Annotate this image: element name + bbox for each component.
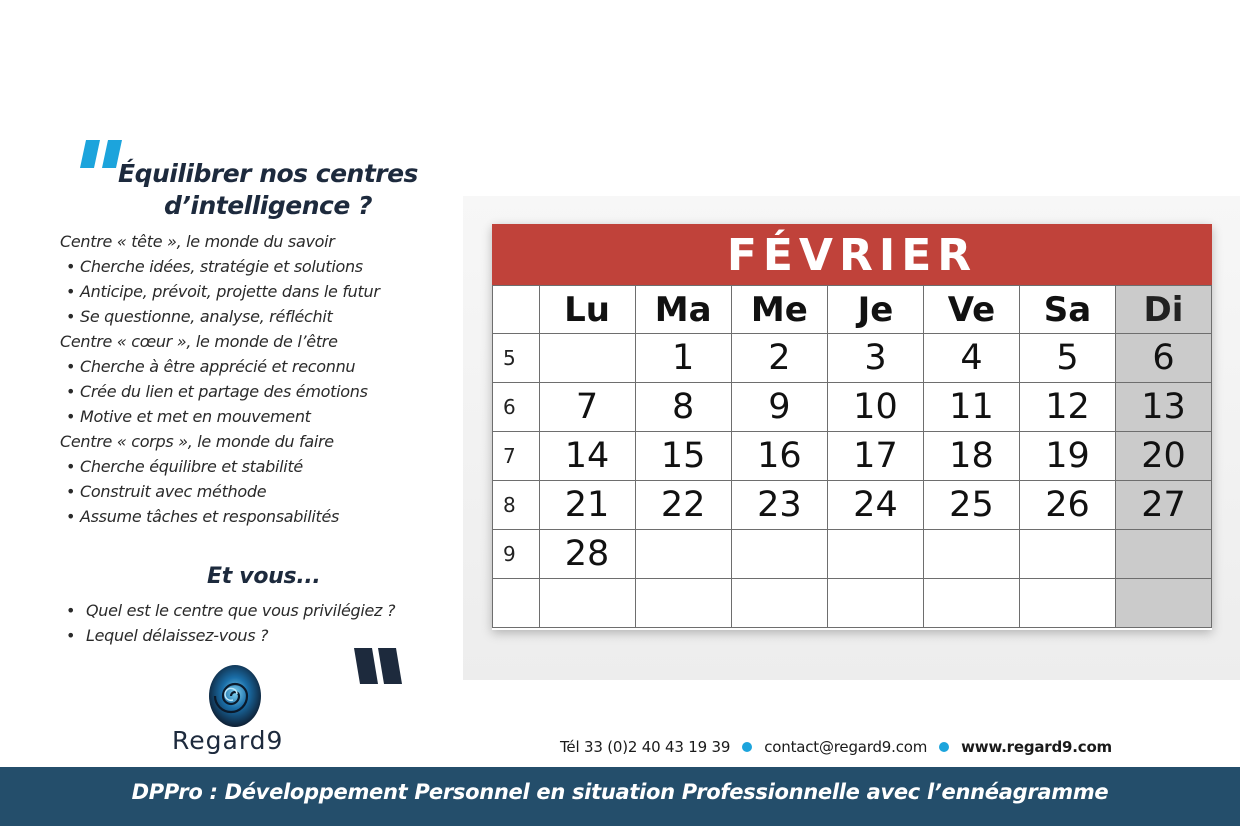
centres-list [60,229,450,529]
question-item: • Quel est le centre que vous privilégiez ? [66,601,396,620]
bullet-dot-icon [742,742,752,752]
day-cell: 1 [635,334,731,383]
centre-title: Centre « corps », le monde du faire [60,432,334,451]
day-cell: 3 [827,334,923,383]
centre-title: Centre « cœur », le monde de l’être [60,332,338,351]
day-cell: 19 [1019,432,1115,481]
day-cell [635,530,731,579]
weekday-header: Di [1116,286,1212,334]
et-vous-heading: Et vous... [207,564,321,589]
weekday-header: Ve [923,286,1019,334]
day-cell [923,579,1019,628]
day-cell [923,530,1019,579]
weekday-header: Me [731,286,827,334]
day-cell: 22 [635,481,731,530]
list-item: • Construit avec méthode [66,482,267,501]
list-item: • Cherche équilibre et stabilité [66,457,303,476]
weekday-header: Sa [1019,286,1115,334]
centre-title: Centre « tête », le monde du savoir [60,232,335,251]
bullet-dot-icon [939,742,949,752]
day-cell [1019,530,1115,579]
email-link[interactable]: contact@regard9.com [764,738,928,756]
day-cell [1019,579,1115,628]
weekday-header: Lu [539,286,635,334]
day-cell: 28 [539,530,635,579]
day-cell: 24 [827,481,923,530]
week-number: 7 [493,432,540,481]
week-number: 5 [493,334,540,383]
calendar-grid [492,285,1212,628]
list-item: • Crée du lien et partage des émotions [66,382,368,401]
day-cell: 12 [1019,383,1115,432]
day-cell: 15 [635,432,731,481]
month-title: FÉVRIER [492,224,1212,285]
day-cell [731,579,827,628]
day-cell: 21 [539,481,635,530]
list-item: • Anticipe, prévoit, projette dans le futur [66,282,380,301]
week-row [493,579,1212,628]
week-row [493,530,1212,579]
week-number: 8 [493,481,540,530]
sunday-cell [1116,579,1212,628]
list-item: • Motive et met en mouvement [66,407,311,426]
day-cell: 26 [1019,481,1115,530]
day-cell: 7 [539,383,635,432]
headline-line-1: Équilibrer nos centres [118,159,418,188]
day-cell: 25 [923,481,1019,530]
list-item: • Cherche à être apprécié et reconnu [66,357,356,376]
list-item: • Se questionne, analyse, réfléchit [66,307,333,326]
list-item: • Assume tâches et responsabilités [66,507,340,526]
headline-line-2: d’intelligence ? [164,191,373,220]
week-row [493,383,1212,432]
logo-text: Regard9 [172,726,284,755]
day-cell: 9 [731,383,827,432]
headline [118,158,438,222]
day-cell: 14 [539,432,635,481]
list-item: • Cherche idées, stratégie et solutions [66,257,363,276]
sunday-cell [1116,530,1212,579]
close-quote-icon [352,648,404,684]
day-cell: 2 [731,334,827,383]
day-cell: 4 [923,334,1019,383]
day-cell: 16 [731,432,827,481]
weekday-header-row [493,286,1212,334]
week-row [493,334,1212,383]
question-item: • Lequel délaissez-vous ? [66,626,269,645]
day-cell [731,530,827,579]
day-cell: 5 [1019,334,1115,383]
day-cell [827,530,923,579]
contact-line [560,736,1112,758]
footer-banner: DPPro : Développement Personnel en situation Professionnelle avec l’ennéagramme [0,767,1240,826]
day-cell [539,579,635,628]
day-cell: 23 [731,481,827,530]
day-cell [539,334,635,383]
questions-list [66,598,446,648]
day-cell: 8 [635,383,731,432]
day-cell: 18 [923,432,1019,481]
weekday-header: Ma [635,286,731,334]
week-row [493,432,1212,481]
sunday-cell: 13 [1116,383,1212,432]
week-number [493,579,540,628]
sunday-cell: 27 [1116,481,1212,530]
week-number: 6 [493,383,540,432]
day-cell: 10 [827,383,923,432]
day-cell: 17 [827,432,923,481]
spiral-logo-icon [207,664,263,728]
day-cell [827,579,923,628]
sunday-cell: 20 [1116,432,1212,481]
phone-text: Tél 33 (0)2 40 43 19 39 [560,738,731,756]
website-link[interactable]: www.regard9.com [961,738,1112,756]
sunday-cell: 6 [1116,334,1212,383]
week-number-header [493,286,540,334]
weekday-header: Je [827,286,923,334]
day-cell [635,579,731,628]
week-row [493,481,1212,530]
day-cell: 11 [923,383,1019,432]
calendar [492,224,1212,630]
week-number: 9 [493,530,540,579]
